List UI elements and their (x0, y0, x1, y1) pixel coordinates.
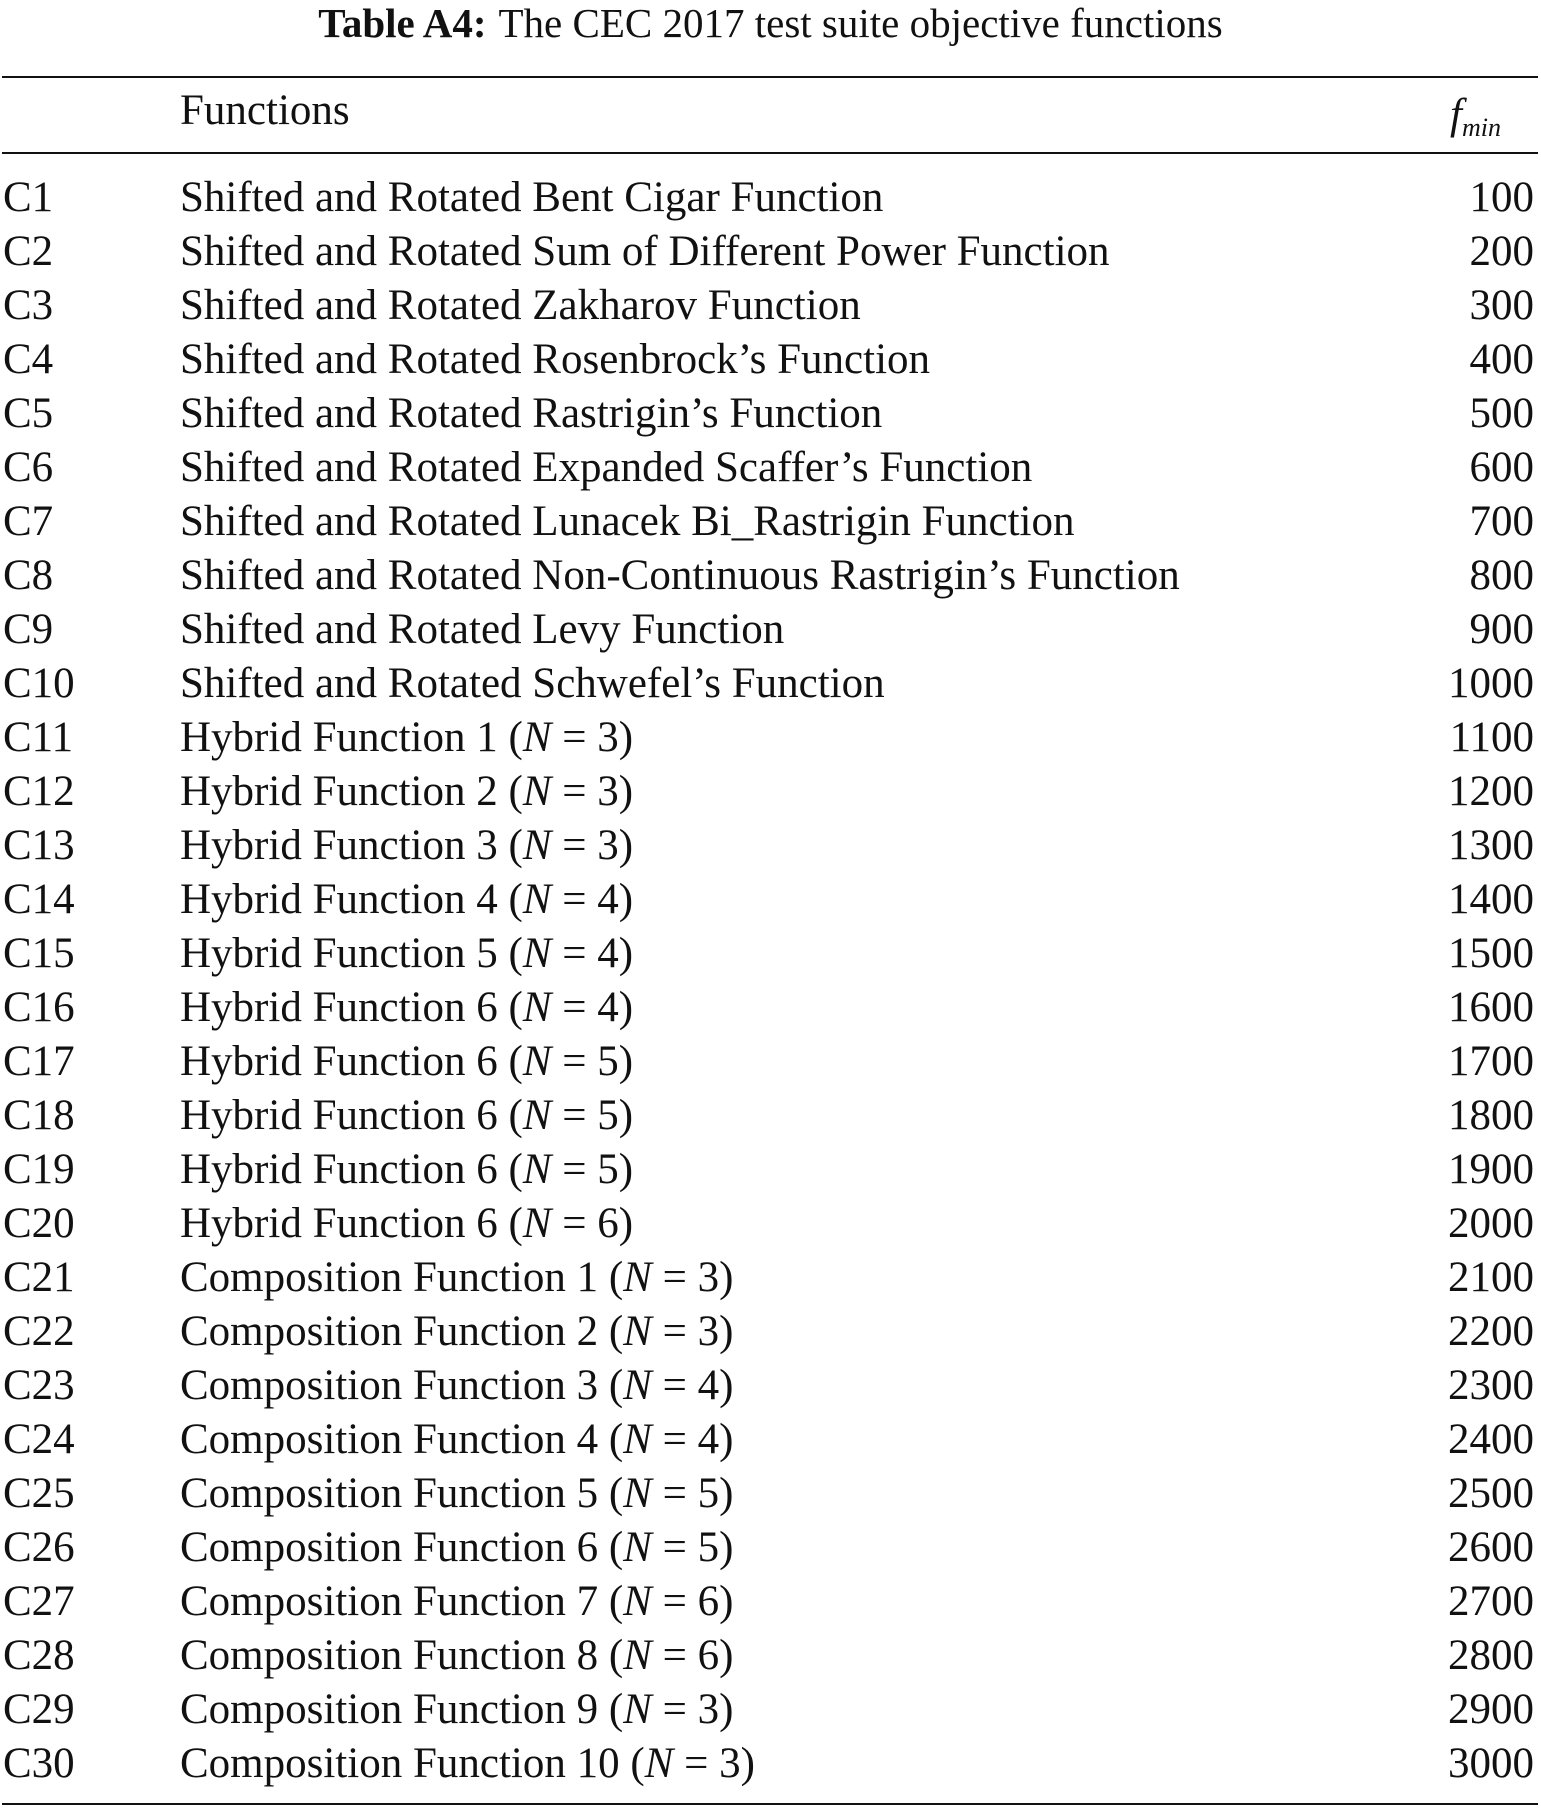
function-name: Hybrid Function 6 (N = 5) (180, 1038, 634, 1085)
function-name: Composition Function 1 (N = 3) (180, 1254, 734, 1301)
table-row (0, 1035, 1541, 1089)
table-row (0, 1575, 1541, 1629)
function-name: Composition Function 5 (N = 5) (180, 1470, 734, 1517)
function-id: C3 (3, 282, 54, 329)
function-fmin: 1100 (1449, 714, 1534, 761)
table-row (0, 1467, 1541, 1521)
table-header (0, 80, 1541, 146)
table-row (0, 1143, 1541, 1197)
function-fmin: 1400 (1448, 876, 1534, 923)
function-name: Composition Function 8 (N = 6) (180, 1632, 734, 1679)
table-row (0, 603, 1541, 657)
function-name: Shifted and Rotated Sum of Different Power Function (180, 228, 1110, 275)
function-id: C26 (3, 1524, 75, 1571)
function-name: Shifted and Rotated Lunacek Bi_Rastrigin Function (180, 498, 1075, 545)
function-fmin: 1000 (1448, 660, 1534, 707)
function-id: C24 (3, 1416, 75, 1463)
function-id: C21 (3, 1254, 75, 1301)
table-row (0, 1413, 1541, 1467)
table-row (0, 333, 1541, 387)
function-name: Shifted and Rotated Non-Continuous Rastrigin’s Function (180, 552, 1180, 599)
function-fmin: 700 (1469, 498, 1534, 545)
function-fmin: 2300 (1448, 1362, 1534, 1409)
table-top-rule (2, 76, 1538, 78)
function-id: C22 (3, 1308, 75, 1355)
table-row (0, 225, 1541, 279)
function-name: Shifted and Rotated Rosenbrock’s Function (180, 336, 931, 383)
function-id: C4 (3, 336, 54, 383)
function-fmin: 3000 (1448, 1740, 1534, 1787)
function-id: C7 (3, 498, 54, 545)
function-id: C20 (3, 1200, 75, 1247)
function-id: C28 (3, 1632, 75, 1679)
function-fmin: 2800 (1448, 1632, 1534, 1679)
table-row (0, 549, 1541, 603)
header-functions: Functions (180, 87, 350, 134)
table-row (0, 819, 1541, 873)
function-name: Composition Function 6 (N = 5) (180, 1524, 734, 1571)
function-id: C12 (3, 768, 75, 815)
table-row (0, 1197, 1541, 1251)
function-fmin: 500 (1469, 390, 1534, 437)
function-fmin: 1500 (1448, 930, 1534, 977)
function-id: C10 (3, 660, 75, 707)
function-name: Hybrid Function 5 (N = 4) (180, 930, 634, 977)
function-name: Hybrid Function 4 (N = 4) (180, 876, 634, 923)
function-fmin: 800 (1469, 552, 1534, 599)
function-id: C15 (3, 930, 75, 977)
function-id: C13 (3, 822, 75, 869)
function-fmin: 2900 (1448, 1686, 1534, 1733)
table-row (0, 171, 1541, 225)
function-id: C29 (3, 1686, 75, 1733)
function-name: Shifted and Rotated Zakharov Function (180, 282, 861, 329)
function-name: Shifted and Rotated Bent Cigar Function (180, 174, 884, 221)
function-id: C5 (3, 390, 54, 437)
function-id: C16 (3, 984, 75, 1031)
function-fmin: 1700 (1448, 1038, 1534, 1085)
header-fmin-subscript: min (1462, 113, 1501, 142)
function-name: Composition Function 2 (N = 3) (180, 1308, 734, 1355)
table-row (0, 927, 1541, 981)
table-row (0, 765, 1541, 819)
function-id: C1 (3, 174, 54, 221)
function-id: C2 (3, 228, 54, 275)
function-fmin: 2700 (1448, 1578, 1534, 1625)
table-row (0, 441, 1541, 495)
function-name: Hybrid Function 3 (N = 3) (180, 822, 634, 869)
function-name: Shifted and Rotated Expanded Scaffer’s Function (180, 444, 1033, 491)
table-row (0, 1683, 1541, 1737)
function-fmin: 300 (1469, 282, 1534, 329)
function-fmin: 2500 (1448, 1470, 1534, 1517)
function-id: C30 (3, 1740, 75, 1787)
table-body (0, 171, 1541, 1791)
function-id: C19 (3, 1146, 75, 1193)
function-fmin: 100 (1469, 174, 1534, 221)
function-name: Shifted and Rotated Levy Function (180, 606, 785, 653)
table-row (0, 1629, 1541, 1683)
function-name: Shifted and Rotated Rastrigin’s Function (180, 390, 883, 437)
header-fmin (1450, 88, 1501, 155)
function-fmin: 2200 (1448, 1308, 1534, 1355)
table-row (0, 657, 1541, 711)
table-row (0, 1521, 1541, 1575)
function-fmin: 900 (1469, 606, 1534, 653)
function-id: C6 (3, 444, 54, 491)
function-id: C27 (3, 1578, 75, 1625)
function-name: Composition Function 3 (N = 4) (180, 1362, 734, 1409)
function-fmin: 2000 (1448, 1200, 1534, 1247)
function-name: Hybrid Function 6 (N = 4) (180, 984, 634, 1031)
function-fmin: 1200 (1448, 768, 1534, 815)
table-row (0, 387, 1541, 441)
function-id: C8 (3, 552, 54, 599)
table-row (0, 1737, 1541, 1791)
function-fmin: 2100 (1448, 1254, 1534, 1301)
function-name: Composition Function 4 (N = 4) (180, 1416, 734, 1463)
function-id: C25 (3, 1470, 75, 1517)
function-id: C14 (3, 876, 75, 923)
table-row (0, 495, 1541, 549)
function-fmin: 1300 (1448, 822, 1534, 869)
function-name: Composition Function 9 (N = 3) (180, 1686, 734, 1733)
function-name: Hybrid Function 2 (N = 3) (180, 768, 634, 815)
function-fmin: 1900 (1448, 1146, 1534, 1193)
table-caption-text: The CEC 2017 test suite objective functions (498, 0, 1223, 46)
table-row (0, 1089, 1541, 1143)
table-row (0, 1251, 1541, 1305)
table-row (0, 873, 1541, 927)
table-row (0, 279, 1541, 333)
header-fmin-symbol: f (1450, 91, 1462, 138)
function-name: Hybrid Function 6 (N = 6) (180, 1200, 634, 1247)
function-name: Shifted and Rotated Schwefel’s Function (180, 660, 885, 707)
function-id: C17 (3, 1038, 75, 1085)
function-id: C11 (3, 714, 74, 761)
function-fmin: 2400 (1448, 1416, 1534, 1463)
function-fmin: 2600 (1448, 1524, 1534, 1571)
function-name: Hybrid Function 1 (N = 3) (180, 714, 634, 761)
function-id: C23 (3, 1362, 75, 1409)
table-row (0, 711, 1541, 765)
function-id: C9 (3, 606, 54, 653)
table-header-rule (2, 152, 1538, 154)
table-row (0, 1305, 1541, 1359)
function-fmin: 1600 (1448, 984, 1534, 1031)
function-name: Composition Function 10 (N = 3) (180, 1740, 755, 1787)
table-bottom-rule (2, 1803, 1538, 1805)
function-fmin: 600 (1469, 444, 1534, 491)
function-name: Composition Function 7 (N = 6) (180, 1578, 734, 1625)
function-name: Hybrid Function 6 (N = 5) (180, 1092, 634, 1139)
function-id: C18 (3, 1092, 75, 1139)
table-row (0, 1359, 1541, 1413)
table-caption-label: Table A4: (318, 0, 487, 46)
function-fmin: 400 (1469, 336, 1534, 383)
table-caption (0, 0, 1541, 46)
function-fmin: 1800 (1448, 1092, 1534, 1139)
function-fmin: 200 (1469, 228, 1534, 275)
table-row (0, 981, 1541, 1035)
function-name: Hybrid Function 6 (N = 5) (180, 1146, 634, 1193)
